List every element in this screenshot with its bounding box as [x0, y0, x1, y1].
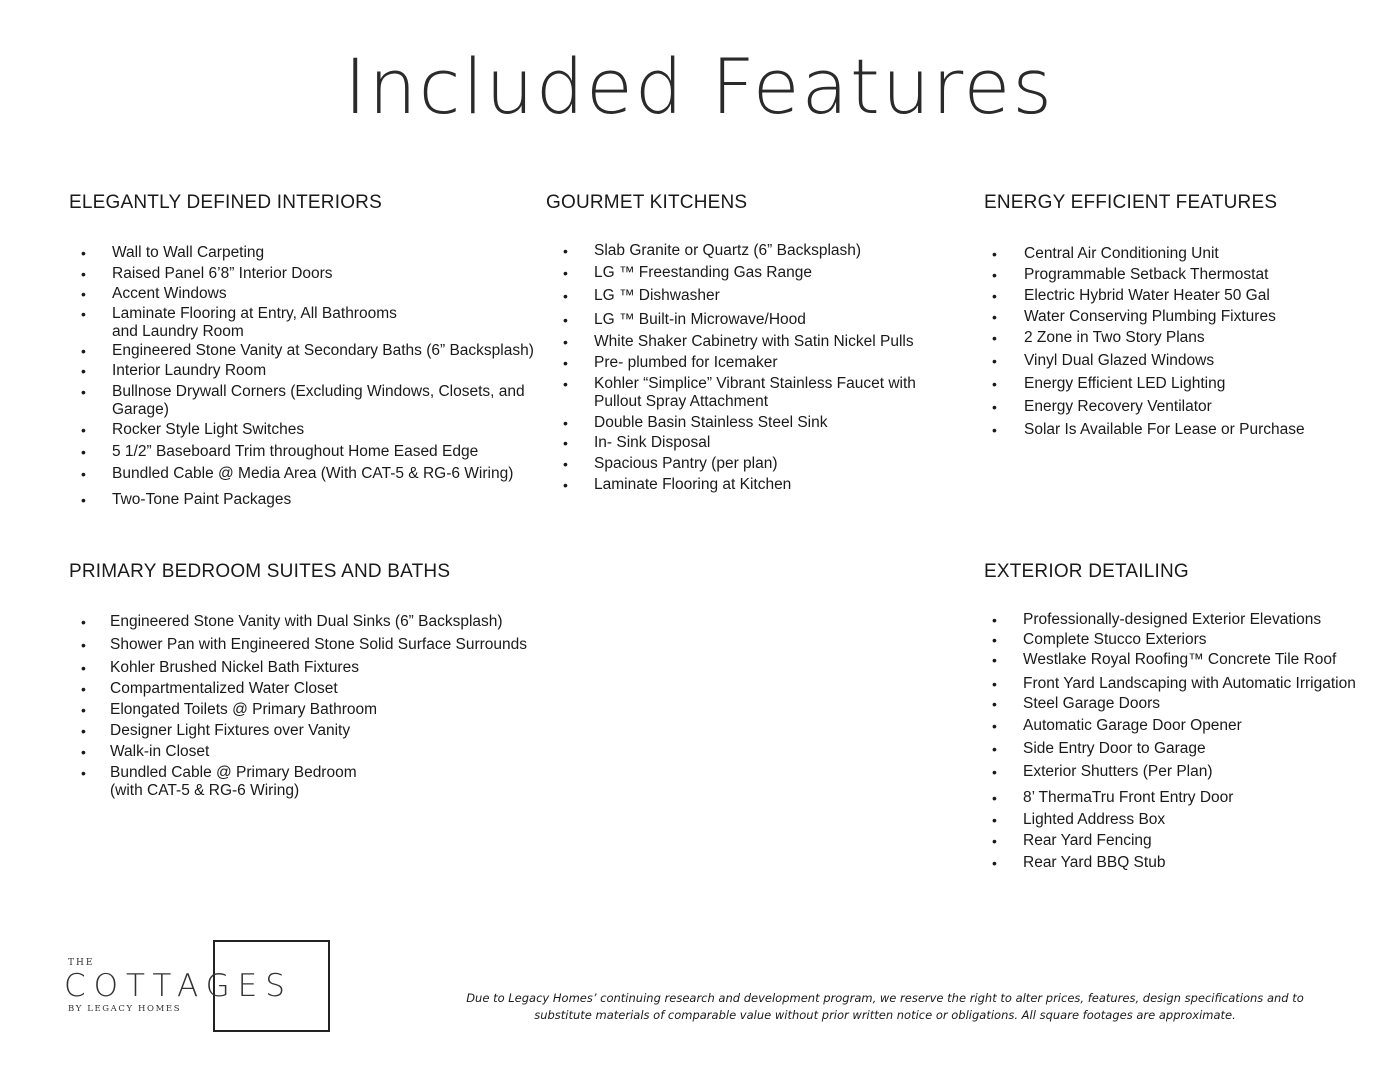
- feature-item-label: Water Conserving Plumbing Fixtures: [1024, 308, 1276, 325]
- feature-item-label: Shower Pan with Engineered Stone Solid Surface Surrounds: [110, 636, 528, 653]
- feature-item: [984, 421, 1384, 439]
- bullet-icon: •: [81, 343, 86, 359]
- feature-item: [69, 659, 549, 677]
- feature-item: [984, 695, 1394, 713]
- feature-list-primary: [69, 613, 549, 800]
- bullet-icon: •: [81, 681, 86, 697]
- feature-item-label: Bundled Cable @ Primary Bedroom (with CAT-5 & RG-6 Wiring): [110, 764, 357, 799]
- bullet-icon: •: [563, 334, 568, 350]
- feature-item-label: Interior Laundry Room: [112, 362, 267, 379]
- feature-item-label: 8’ ThermaTru Front Entry Door: [1023, 789, 1234, 806]
- feature-item: [69, 680, 549, 698]
- feature-item: [69, 636, 549, 654]
- feature-item: [984, 245, 1384, 263]
- bullet-icon: •: [563, 265, 568, 281]
- feature-item: [69, 491, 549, 509]
- feature-item-label: LG ™ Dishwasher: [594, 287, 720, 304]
- feature-item: [984, 308, 1384, 326]
- feature-item-label: 2 Zone in Two Story Plans: [1024, 329, 1205, 346]
- feature-item: [69, 362, 549, 380]
- feature-item-label: Kohler Brushed Nickel Bath Fixtures: [110, 659, 359, 676]
- bullet-icon: •: [992, 376, 997, 392]
- feature-item-label: Vinyl Dual Glazed Windows: [1024, 352, 1215, 369]
- feature-item: [984, 651, 1394, 669]
- feature-item: [546, 311, 946, 329]
- feature-item: [984, 763, 1394, 781]
- bullet-icon: •: [81, 765, 86, 781]
- bullet-icon: •: [992, 330, 997, 346]
- bullet-icon: •: [81, 444, 86, 460]
- logo-name: COTTAGES: [64, 968, 293, 1004]
- bullet-icon: •: [992, 288, 997, 304]
- feature-item-label: Spacious Pantry (per plan): [594, 455, 778, 472]
- feature-item-label: Rocker Style Light Switches: [112, 421, 305, 438]
- bullet-icon: •: [992, 246, 997, 262]
- page-title: Included Features: [344, 42, 1054, 131]
- feature-item-label: Rear Yard BBQ Stub: [1023, 854, 1166, 871]
- feature-item-label: Laminate Flooring at Kitchen: [594, 476, 792, 493]
- feature-item: [984, 717, 1394, 735]
- feature-item-label: Laminate Flooring at Entry, All Bathrooms and Laundry Room: [112, 305, 397, 340]
- feature-item-label: Wall to Wall Carpeting: [112, 244, 265, 261]
- feature-item-label: Exterior Shutters (Per Plan): [1023, 763, 1213, 780]
- feature-item: [984, 740, 1394, 758]
- bullet-icon: •: [992, 353, 997, 369]
- feature-item-label: Raised Panel 6’8” Interior Doors: [112, 265, 333, 282]
- feature-item: [546, 287, 946, 305]
- feature-item: [546, 354, 946, 372]
- bullet-icon: •: [81, 466, 86, 482]
- feature-item-label: Two-Tone Paint Packages: [112, 491, 292, 508]
- feature-item: [984, 675, 1394, 693]
- feature-item-label: Energy Efficient LED Lighting: [1024, 375, 1226, 392]
- section-exterior: [984, 561, 1394, 872]
- feature-item: [546, 476, 946, 494]
- bullet-icon: •: [992, 267, 997, 283]
- bullet-icon: •: [563, 415, 568, 431]
- feature-item: [546, 414, 946, 432]
- feature-item-label: Central Air Conditioning Unit: [1024, 245, 1219, 262]
- bullet-icon: •: [81, 286, 86, 302]
- feature-item: [69, 383, 549, 419]
- feature-item: [984, 832, 1394, 850]
- feature-item: [984, 352, 1384, 370]
- feature-item-label: Slab Granite or Quartz (6” Backsplash): [594, 242, 862, 259]
- bullet-icon: •: [81, 702, 86, 718]
- feature-item-label: Walk-in Closet: [110, 743, 210, 760]
- feature-item-label: Pre- plumbed for Icemaker: [594, 354, 778, 371]
- logo-the: THE: [68, 958, 95, 968]
- feature-item-label: Double Basin Stainless Steel Sink: [594, 414, 828, 431]
- feature-item: [69, 421, 549, 439]
- bullet-icon: •: [81, 422, 86, 438]
- section-kitchens: [546, 192, 946, 494]
- bullet-icon: •: [81, 492, 86, 508]
- feature-item: [546, 434, 946, 452]
- feature-item: [69, 465, 549, 483]
- bullet-icon: •: [992, 632, 997, 648]
- feature-item: [984, 329, 1384, 347]
- section-energy: [984, 192, 1384, 439]
- bullet-icon: •: [992, 833, 997, 849]
- bullet-icon: •: [563, 243, 568, 259]
- feature-item-label: LG ™ Freestanding Gas Range: [594, 264, 812, 281]
- feature-item: [546, 375, 946, 411]
- feature-item-label: Westlake Royal Roofing™ Concrete Tile Roof: [1023, 651, 1337, 668]
- feature-item-label: White Shaker Cabinetry with Satin Nickel Pulls: [594, 333, 914, 350]
- feature-item-label: Electric Hybrid Water Heater 50 Gal: [1024, 287, 1270, 304]
- bullet-icon: •: [81, 723, 86, 739]
- feature-list-energy: [984, 245, 1384, 439]
- feature-item: [69, 443, 549, 461]
- feature-item: [984, 287, 1384, 305]
- logo-subtitle: BY LEGACY HOMES: [68, 1004, 182, 1014]
- bullet-icon: •: [81, 363, 86, 379]
- feature-item: [69, 342, 549, 360]
- bullet-icon: •: [563, 477, 568, 493]
- feature-item-label: Programmable Setback Thermostat: [1024, 266, 1269, 283]
- feature-item: [546, 264, 946, 282]
- feature-item: [69, 285, 549, 303]
- feature-item-label: Side Entry Door to Garage: [1023, 740, 1206, 757]
- bullet-icon: •: [81, 306, 86, 322]
- bullet-icon: •: [992, 309, 997, 325]
- feature-item-label: Designer Light Fixtures over Vanity: [110, 722, 351, 739]
- bullet-icon: •: [563, 456, 568, 472]
- bullet-icon: •: [992, 812, 997, 828]
- feature-item: [984, 854, 1394, 872]
- feature-item-label: 5 1/2” Baseboard Trim throughout Home Eased Edge: [112, 443, 479, 460]
- feature-item-label: Complete Stucco Exteriors: [1023, 631, 1207, 648]
- bullet-icon: •: [992, 399, 997, 415]
- feature-item: [984, 375, 1384, 393]
- feature-item: [984, 611, 1394, 629]
- feature-item-label: Steel Garage Doors: [1023, 695, 1160, 712]
- section-heading-primary: PRIMARY BEDROOM SUITES AND BATHS: [69, 561, 451, 582]
- feature-item-label: Kohler “Simplice” Vibrant Stainless Faucet with Pullout Spray Attachment: [594, 375, 916, 410]
- bullet-icon: •: [992, 855, 997, 871]
- bullet-icon: •: [81, 614, 86, 630]
- disclaimer: Due to Legacy Homes’ continuing research and development program, we reserve the right to alter prices, features, design specifications and to substitute materials of comparable value without prior written notice or obligations. All square footages are approximate.: [466, 991, 1304, 1022]
- feature-item-label: Bundled Cable @ Media Area (With CAT-5 & RG-6 Wiring): [112, 465, 514, 482]
- feature-item-label: Accent Windows: [112, 285, 227, 302]
- bullet-icon: •: [992, 422, 997, 438]
- feature-item: [546, 242, 946, 260]
- bullet-icon: •: [563, 312, 568, 328]
- feature-item-label: Engineered Stone Vanity at Secondary Baths (6” Backsplash): [112, 342, 534, 359]
- feature-item: [69, 722, 549, 740]
- feature-item-label: Bullnose Drywall Corners (Excluding Windows, Closets, and Garage): [112, 383, 525, 418]
- bullet-icon: •: [992, 718, 997, 734]
- feature-item-label: Solar Is Available For Lease or Purchase: [1024, 421, 1305, 438]
- feature-item: [69, 305, 549, 341]
- bullet-icon: •: [563, 376, 568, 392]
- bullet-icon: •: [81, 660, 86, 676]
- section-heading-interiors: ELEGANTLY DEFINED INTERIORS: [69, 192, 382, 213]
- feature-item: [984, 398, 1384, 416]
- bullet-icon: •: [992, 676, 997, 692]
- feature-item-label: Engineered Stone Vanity with Dual Sinks (6” Backsplash): [110, 613, 503, 630]
- bullet-icon: •: [992, 652, 997, 668]
- brand-logo: [62, 940, 332, 1034]
- feature-item-label: Automatic Garage Door Opener: [1023, 717, 1242, 734]
- bullet-icon: •: [992, 696, 997, 712]
- feature-item: [69, 743, 549, 761]
- bullet-icon: •: [563, 355, 568, 371]
- feature-list-kitchens: [546, 242, 946, 494]
- feature-item-label: In- Sink Disposal: [594, 434, 711, 451]
- bullet-icon: •: [992, 764, 997, 780]
- feature-item-label: Rear Yard Fencing: [1023, 832, 1152, 849]
- section-interiors: [69, 192, 549, 509]
- bullet-icon: •: [992, 790, 997, 806]
- section-heading-kitchens: GOURMET KITCHENS: [546, 192, 748, 213]
- feature-item-label: Professionally-designed Exterior Elevations: [1023, 611, 1322, 628]
- bullet-icon: •: [563, 435, 568, 451]
- feature-item: [69, 244, 549, 262]
- feature-item: [546, 455, 946, 473]
- feature-list-exterior: [984, 611, 1394, 872]
- bullet-icon: •: [81, 744, 86, 760]
- section-heading-exterior: EXTERIOR DETAILING: [984, 561, 1189, 582]
- feature-item-label: Energy Recovery Ventilator: [1024, 398, 1212, 415]
- feature-item: [984, 789, 1394, 807]
- bullet-icon: •: [81, 637, 86, 653]
- feature-list-interiors: [69, 244, 549, 509]
- bullet-icon: •: [81, 266, 86, 282]
- feature-item-label: LG ™ Built-in Microwave/Hood: [594, 311, 806, 328]
- feature-item: [984, 811, 1394, 829]
- feature-item-label: Lighted Address Box: [1023, 811, 1166, 828]
- bullet-icon: •: [81, 245, 86, 261]
- feature-item: [69, 265, 549, 283]
- feature-item-label: Front Yard Landscaping with Automatic Irrigation: [1023, 675, 1356, 692]
- feature-item-label: Elongated Toilets @ Primary Bathroom: [110, 701, 378, 718]
- bullet-icon: •: [992, 612, 997, 628]
- bullet-icon: •: [563, 288, 568, 304]
- bullet-icon: •: [992, 741, 997, 757]
- feature-item: [984, 266, 1384, 284]
- feature-item: [69, 613, 549, 631]
- feature-item: [546, 333, 946, 351]
- section-primary: [69, 561, 549, 800]
- feature-item: [69, 764, 549, 800]
- feature-item-label: Compartmentalized Water Closet: [110, 680, 338, 697]
- bullet-icon: •: [81, 384, 86, 400]
- section-heading-energy: ENERGY EFFICIENT FEATURES: [984, 192, 1278, 213]
- feature-item: [984, 631, 1394, 649]
- feature-item: [69, 701, 549, 719]
